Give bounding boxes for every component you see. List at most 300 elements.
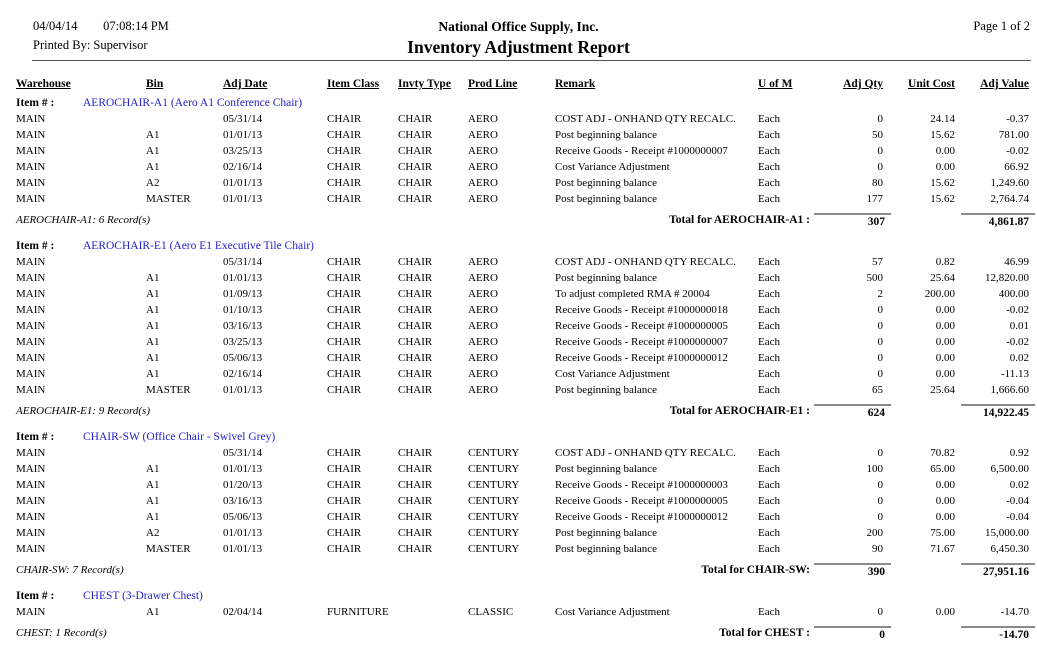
item-link[interactable]: AEROCHAIR-E1 (Aero E1 Executive Tile Chair)	[83, 240, 314, 252]
cell-remark: Receive Goods - Receipt #1000000007	[555, 336, 728, 348]
cell-u-of-m: Each	[758, 145, 780, 157]
cell-u-of-m: Each	[758, 479, 780, 491]
group-total-qty: 390	[814, 563, 891, 580]
group-footer-row	[0, 404, 1037, 421]
cell-bin: A2	[146, 177, 160, 189]
cell-u-of-m: Each	[758, 336, 780, 348]
company-name: National Office Supply, Inc.	[438, 19, 599, 34]
cell-unit-cost: 25.64	[930, 384, 955, 396]
cell-item-class: CHAIR	[327, 479, 362, 491]
cell-bin: MASTER	[146, 384, 191, 396]
col-header-label: Prod Line	[468, 78, 518, 90]
cell-adj-date: 01/01/13	[223, 543, 263, 555]
cell-bin: A1	[146, 336, 160, 348]
cell-adj-date: 01/20/13	[223, 479, 263, 491]
cell-prod-line: AERO	[468, 304, 498, 316]
record-count: CHAIR-SW: 7 Record(s)	[16, 564, 124, 576]
cell-bin	[146, 445, 223, 461]
printed-by-label: Printed By:	[33, 38, 91, 52]
cell-invty-type: CHAIR	[398, 129, 433, 141]
cell-adj-value: 66.92	[1004, 161, 1029, 173]
group-total-qty: 0	[814, 626, 891, 643]
item-group	[0, 430, 1037, 580]
col-header-label: Remark	[555, 78, 596, 90]
cell-remark: Receive Goods - Receipt #1000000003	[555, 479, 728, 491]
cell-item-class: CHAIR	[327, 288, 362, 300]
cell-adj-value: -0.02	[1006, 304, 1029, 316]
cell-item-class: CHAIR	[327, 527, 362, 539]
cell-item-class: CHAIR	[327, 447, 362, 459]
record-count: CHEST: 1 Record(s)	[16, 627, 107, 639]
item-header-row	[0, 96, 1037, 111]
cell-u-of-m: Each	[758, 447, 780, 459]
group-footer-spacer	[891, 213, 961, 230]
cell-adj-qty: 200	[866, 527, 883, 539]
cell-invty-type: CHAIR	[398, 113, 433, 125]
cell-adj-qty: 0	[877, 320, 883, 332]
header-divider	[32, 60, 1031, 61]
cell-u-of-m: Each	[758, 129, 780, 141]
cell-bin: A1	[146, 495, 160, 507]
cell-adj-value: -11.13	[1000, 368, 1029, 380]
cell-invty-type: CHAIR	[398, 320, 433, 332]
cell-warehouse: MAIN	[16, 447, 46, 459]
item-link[interactable]: CHAIR-SW (Office Chair - Swivel Grey)	[83, 431, 276, 443]
item-link[interactable]: AEROCHAIR-A1 (Aero A1 Conference Chair)	[83, 97, 303, 109]
cell-adj-qty: 0	[877, 368, 883, 380]
cell-warehouse: MAIN	[16, 368, 46, 380]
cell-warehouse: MAIN	[16, 527, 46, 539]
col-header-unit-cost	[888, 77, 957, 92]
cell-invty-type: CHAIR	[398, 272, 433, 284]
cell-adj-value: -14.70	[1000, 606, 1029, 618]
group-total-qty: 624	[814, 404, 891, 421]
table-row	[0, 509, 1037, 525]
cell-remark: Post beginning balance	[555, 129, 658, 141]
cell-unit-cost: 0.00	[935, 495, 955, 507]
table-row	[0, 493, 1037, 509]
cell-item-class: CHAIR	[327, 352, 362, 364]
cell-u-of-m: Each	[758, 288, 780, 300]
group-total-label: Total for AEROCHAIR-A1 :	[669, 214, 810, 226]
page-indicator: Page 1 of 2	[973, 19, 1030, 33]
cell-adj-value: -0.02	[1006, 336, 1029, 348]
item-header-row	[0, 589, 1037, 604]
cell-adj-date: 03/16/13	[223, 320, 263, 332]
cell-warehouse: MAIN	[16, 320, 46, 332]
cell-adj-date: 01/01/13	[223, 463, 263, 475]
cell-invty-type: CHAIR	[398, 304, 433, 316]
item-group	[0, 589, 1037, 643]
cell-bin: A1	[146, 161, 160, 173]
cell-unit-cost: 0.00	[935, 161, 955, 173]
cell-remark: Receive Goods - Receipt #1000000012	[555, 352, 728, 364]
cell-u-of-m: Each	[758, 384, 780, 396]
cell-adj-date: 05/06/13	[223, 352, 263, 364]
cell-bin: A1	[146, 288, 160, 300]
cell-adj-qty: 0	[877, 447, 883, 459]
col-header-adj-value	[957, 77, 1031, 92]
item-group	[0, 239, 1037, 421]
group-footer-row	[0, 626, 1037, 643]
cell-remark: Cost Variance Adjustment	[555, 161, 670, 173]
table-row	[0, 318, 1037, 334]
table-row	[0, 461, 1037, 477]
col-header-adj-date	[223, 77, 327, 92]
cell-unit-cost: 15.62	[930, 193, 955, 205]
table-row	[0, 350, 1037, 366]
table-row	[0, 127, 1037, 143]
cell-prod-line: AERO	[468, 161, 498, 173]
cell-item-class: CHAIR	[327, 368, 362, 380]
cell-adj-qty: 0	[877, 352, 883, 364]
cell-invty-type: CHAIR	[398, 463, 433, 475]
cell-adj-date: 02/16/14	[223, 368, 263, 380]
cell-adj-value: -0.02	[1006, 145, 1029, 157]
table-row	[0, 254, 1037, 270]
col-header-item-class	[327, 77, 398, 92]
cell-adj-value: 0.01	[1009, 320, 1029, 332]
cell-adj-qty: 0	[877, 304, 883, 316]
cell-invty-type: CHAIR	[398, 177, 433, 189]
cell-unit-cost: 200.00	[924, 288, 955, 300]
cell-unit-cost: 0.00	[935, 320, 955, 332]
cell-invty-type: CHAIR	[398, 193, 433, 205]
cell-adj-qty: 0	[877, 479, 883, 491]
table-row	[0, 366, 1037, 382]
cell-adj-date: 05/31/14	[223, 113, 263, 125]
group-total-qty: 307	[814, 213, 891, 230]
cell-warehouse: MAIN	[16, 352, 46, 364]
cell-item-class: CHAIR	[327, 463, 362, 475]
cell-adj-date: 01/01/13	[223, 527, 263, 539]
cell-warehouse: MAIN	[16, 129, 46, 141]
cell-adj-qty: 500	[866, 272, 883, 284]
col-header-label: Invty Type	[398, 78, 451, 90]
cell-adj-date: 03/25/13	[223, 145, 263, 157]
report-body	[0, 96, 1037, 652]
cell-warehouse: MAIN	[16, 479, 46, 491]
cell-adj-value: 6,500.00	[990, 463, 1029, 475]
cell-unit-cost: 0.00	[935, 511, 955, 523]
group-footer-row	[0, 563, 1037, 580]
cell-warehouse: MAIN	[16, 145, 46, 157]
cell-remark: Receive Goods - Receipt #1000000018	[555, 304, 728, 316]
record-count: AEROCHAIR-E1: 9 Record(s)	[16, 405, 150, 417]
table-row	[0, 286, 1037, 302]
cell-remark: Post beginning balance	[555, 193, 658, 205]
printed-by-value: Supervisor	[93, 38, 148, 52]
cell-adj-qty: 65	[872, 384, 883, 396]
cell-adj-date: 05/31/14	[223, 256, 263, 268]
cell-prod-line: CLASSIC	[468, 606, 514, 618]
item-header-row	[0, 239, 1037, 254]
group-footer-row	[0, 213, 1037, 230]
cell-item-class: CHAIR	[327, 256, 362, 268]
cell-item-class: FURNITURE	[327, 606, 389, 618]
item-number-label: Item # :	[16, 240, 55, 252]
cell-u-of-m: Each	[758, 256, 780, 268]
cell-item-class: CHAIR	[327, 193, 362, 205]
cell-invty-type: CHAIR	[398, 543, 433, 555]
cell-item-class: CHAIR	[327, 161, 362, 173]
cell-remark: Cost Variance Adjustment	[555, 606, 670, 618]
cell-adj-qty: 100	[866, 463, 883, 475]
cell-adj-qty: 2	[877, 288, 883, 300]
cell-invty-type: CHAIR	[398, 479, 433, 491]
group-total-value: 4,861.87	[961, 213, 1035, 230]
cell-u-of-m: Each	[758, 304, 780, 316]
cell-unit-cost: 0.00	[935, 352, 955, 364]
cell-prod-line: CENTURY	[468, 447, 520, 459]
cell-unit-cost: 75.00	[930, 527, 955, 539]
cell-bin: A1	[146, 129, 160, 141]
cell-invty-type: CHAIR	[398, 495, 433, 507]
cell-adj-value: 400.00	[998, 288, 1029, 300]
col-header-u-of-m	[758, 77, 822, 92]
cell-bin: MASTER	[146, 543, 191, 555]
table-row	[0, 477, 1037, 493]
cell-bin: A1	[146, 511, 160, 523]
cell-invty-type: CHAIR	[398, 384, 433, 396]
cell-item-class: CHAIR	[327, 304, 362, 316]
group-total-value: 14,922.45	[961, 404, 1035, 421]
cell-u-of-m: Each	[758, 272, 780, 284]
item-number-label: Item # :	[16, 97, 55, 109]
cell-unit-cost: 0.82	[935, 256, 955, 268]
cell-prod-line: AERO	[468, 272, 498, 284]
cell-unit-cost: 0.00	[935, 336, 955, 348]
cell-adj-value: 6,450.30	[990, 543, 1029, 555]
cell-unit-cost: 0.00	[935, 304, 955, 316]
cell-adj-date: 05/31/14	[223, 447, 263, 459]
cell-u-of-m: Each	[758, 511, 780, 523]
cell-warehouse: MAIN	[16, 113, 46, 125]
cell-adj-date: 01/01/13	[223, 193, 263, 205]
cell-unit-cost: 0.00	[935, 368, 955, 380]
cell-invty-type: CHAIR	[398, 352, 433, 364]
cell-remark: COST ADJ - ONHAND QTY RECALC.	[555, 113, 736, 125]
cell-bin: MASTER	[146, 193, 191, 205]
cell-bin: A1	[146, 606, 160, 618]
cell-adj-value: -0.37	[1006, 113, 1029, 125]
table-row	[0, 159, 1037, 175]
item-group	[0, 96, 1037, 230]
cell-unit-cost: 71.67	[930, 543, 955, 555]
col-header-label: Item Class	[327, 78, 380, 90]
cell-adj-date: 01/09/13	[223, 288, 263, 300]
cell-prod-line: AERO	[468, 288, 498, 300]
cell-u-of-m: Each	[758, 177, 780, 189]
cell-u-of-m: Each	[758, 352, 780, 364]
cell-item-class: CHAIR	[327, 511, 362, 523]
cell-bin: A1	[146, 272, 160, 284]
cell-bin: A1	[146, 368, 160, 380]
cell-adj-qty: 0	[877, 511, 883, 523]
cell-adj-date: 01/10/13	[223, 304, 263, 316]
cell-bin: A1	[146, 304, 160, 316]
cell-u-of-m: Each	[758, 527, 780, 539]
cell-prod-line: AERO	[468, 129, 498, 141]
cell-u-of-m: Each	[758, 606, 780, 618]
cell-adj-qty: 90	[872, 543, 883, 555]
cell-remark: Receive Goods - Receipt #1000000007	[555, 145, 728, 157]
cell-remark: Post beginning balance	[555, 177, 658, 189]
cell-warehouse: MAIN	[16, 161, 46, 173]
col-header-warehouse	[16, 77, 146, 92]
cell-adj-value: 15,000.00	[985, 527, 1029, 539]
cell-u-of-m: Each	[758, 161, 780, 173]
cell-warehouse: MAIN	[16, 511, 46, 523]
report-time: 07:08:14 PM	[103, 19, 169, 33]
group-total-value: -14.70	[961, 626, 1035, 643]
group-footer-spacer	[891, 563, 961, 580]
cell-adj-date: 01/01/13	[223, 384, 263, 396]
report-title: Inventory Adjustment Report	[407, 37, 630, 57]
cell-adj-value: 1,666.60	[990, 384, 1029, 396]
cell-adj-date: 02/04/14	[223, 606, 263, 618]
col-header-label: U of M	[758, 78, 793, 90]
cell-unit-cost: 15.62	[930, 177, 955, 189]
cell-adj-value: -0.04	[1006, 511, 1029, 523]
cell-prod-line: CENTURY	[468, 479, 520, 491]
item-header-row	[0, 430, 1037, 445]
cell-u-of-m: Each	[758, 368, 780, 380]
cell-adj-value: 781.00	[998, 129, 1029, 141]
cell-unit-cost: 70.82	[930, 447, 955, 459]
group-footer-spacer	[891, 404, 961, 421]
cell-remark: Post beginning balance	[555, 527, 658, 539]
col-header-prod-line	[468, 77, 555, 92]
cell-warehouse: MAIN	[16, 336, 46, 348]
cell-prod-line: AERO	[468, 368, 498, 380]
cell-prod-line: AERO	[468, 113, 498, 125]
cell-remark: Receive Goods - Receipt #1000000012	[555, 511, 728, 523]
col-header-remark	[555, 77, 758, 92]
column-header-row	[0, 77, 1031, 92]
cell-adj-qty: 0	[877, 495, 883, 507]
cell-item-class: CHAIR	[327, 320, 362, 332]
cell-warehouse: MAIN	[16, 495, 46, 507]
cell-adj-date: 05/06/13	[223, 511, 263, 523]
table-row	[0, 175, 1037, 191]
cell-adj-value: 0.92	[1009, 447, 1029, 459]
cell-bin: A1	[146, 463, 160, 475]
col-header-invty-type	[398, 77, 468, 92]
cell-warehouse: MAIN	[16, 304, 46, 316]
item-number-label: Item # :	[16, 590, 55, 602]
cell-item-class: CHAIR	[327, 272, 362, 284]
col-header-adj-qty	[822, 77, 888, 92]
cell-remark: To adjust completed RMA # 20004	[555, 288, 710, 300]
col-header-label: Adj Qty	[843, 78, 883, 90]
cell-remark: Post beginning balance	[555, 272, 658, 284]
cell-adj-qty: 0	[877, 113, 883, 125]
cell-warehouse: MAIN	[16, 256, 46, 268]
report-date: 04/04/14	[33, 19, 78, 33]
cell-invty-type: CHAIR	[398, 368, 433, 380]
cell-u-of-m: Each	[758, 495, 780, 507]
cell-invty-type: CHAIR	[398, 527, 433, 539]
item-number-label: Item # :	[16, 431, 55, 443]
cell-unit-cost: 15.62	[930, 129, 955, 141]
cell-remark: Receive Goods - Receipt #1000000005	[555, 495, 728, 507]
cell-prod-line: CENTURY	[468, 527, 520, 539]
cell-bin	[146, 254, 223, 270]
cell-invty-type: CHAIR	[398, 145, 433, 157]
cell-warehouse: MAIN	[16, 177, 46, 189]
cell-unit-cost: 24.14	[930, 113, 955, 125]
table-row	[0, 445, 1037, 461]
cell-prod-line: AERO	[468, 256, 498, 268]
group-total-label: Total for CHEST :	[719, 627, 810, 639]
cell-item-class: CHAIR	[327, 177, 362, 189]
cell-adj-qty: 80	[872, 177, 883, 189]
cell-adj-value: 0.02	[1009, 352, 1029, 364]
cell-u-of-m: Each	[758, 320, 780, 332]
table-row	[0, 270, 1037, 286]
cell-adj-value: 46.99	[1004, 256, 1029, 268]
cell-bin: A1	[146, 479, 160, 491]
cell-bin	[146, 111, 223, 127]
table-row	[0, 382, 1037, 398]
cell-unit-cost: 25.64	[930, 272, 955, 284]
cell-adj-qty: 0	[877, 161, 883, 173]
cell-bin: A2	[146, 527, 160, 539]
cell-adj-date: 02/16/14	[223, 161, 263, 173]
cell-item-class: CHAIR	[327, 113, 362, 125]
cell-u-of-m: Each	[758, 543, 780, 555]
col-header-bin	[146, 77, 223, 92]
cell-remark: Receive Goods - Receipt #1000000005	[555, 320, 728, 332]
cell-adj-value: 0.02	[1009, 479, 1029, 491]
cell-unit-cost: 0.00	[935, 479, 955, 491]
table-row	[0, 302, 1037, 318]
item-link[interactable]: CHEST (3-Drawer Chest)	[83, 590, 203, 602]
cell-adj-qty: 177	[866, 193, 883, 205]
cell-prod-line: AERO	[468, 320, 498, 332]
cell-bin: A1	[146, 352, 160, 364]
cell-item-class: CHAIR	[327, 129, 362, 141]
cell-adj-date: 03/16/13	[223, 495, 263, 507]
cell-adj-qty: 0	[877, 606, 883, 618]
cell-prod-line: AERO	[468, 145, 498, 157]
cell-remark: COST ADJ - ONHAND QTY RECALC.	[555, 256, 736, 268]
record-count: AEROCHAIR-A1: 6 Record(s)	[16, 214, 150, 226]
cell-unit-cost: 0.00	[935, 145, 955, 157]
cell-unit-cost: 0.00	[935, 606, 955, 618]
cell-u-of-m: Each	[758, 193, 780, 205]
col-header-label: Warehouse	[16, 78, 71, 90]
cell-warehouse: MAIN	[16, 543, 46, 555]
cell-adj-value: 1,249.60	[990, 177, 1029, 189]
cell-adj-date: 03/25/13	[223, 336, 263, 348]
cell-prod-line: AERO	[468, 352, 498, 364]
cell-u-of-m: Each	[758, 463, 780, 475]
cell-u-of-m: Each	[758, 113, 780, 125]
cell-prod-line: AERO	[468, 384, 498, 396]
cell-adj-qty: 0	[877, 145, 883, 157]
cell-remark: Post beginning balance	[555, 543, 658, 555]
cell-adj-date: 01/01/13	[223, 129, 263, 141]
cell-prod-line: AERO	[468, 177, 498, 189]
cell-adj-qty: 0	[877, 336, 883, 348]
cell-remark: Post beginning balance	[555, 463, 658, 475]
table-row	[0, 525, 1037, 541]
table-row	[0, 143, 1037, 159]
cell-warehouse: MAIN	[16, 288, 46, 300]
cell-prod-line: AERO	[468, 193, 498, 205]
